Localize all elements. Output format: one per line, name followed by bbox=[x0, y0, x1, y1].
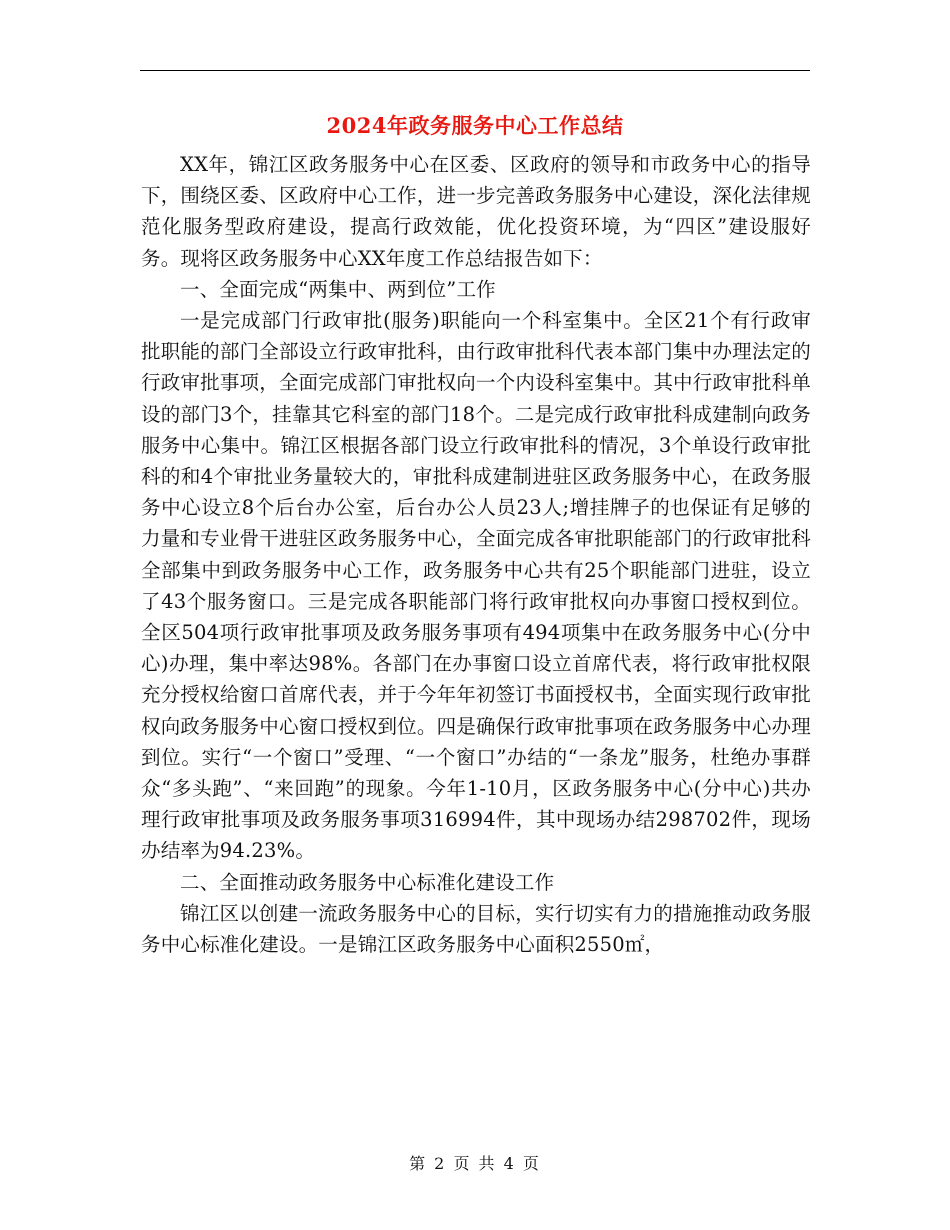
section-heading-1: 一、全面完成“两集中、两到位”工作 bbox=[180, 277, 496, 301]
paragraph-section-1: 一是完成部门行政审批(服务)职能向一个科室集中。全区21个有行政审批职能的部门全部设立行政审批科，由行政审批科代表本部门集中办理法定的行政审批事项，全面完成部门审批权向一个内设科室集中。其中行政审批科单设的部门3个，挂靠其它科室的部门18个。二是完成行政审批科成建制向政务服务中心集中。锦江区根据各部门设立行政审批科的情况，3个单设行政审批科的和4个审批业务量较大的，审批科成建制进驻区政务服务中心，在政务服务中心设立8个后台办公室，后台办公人员23人;增挂牌子的也保证有足够的力量和专业骨干进驻区政务服务中心，全面完成各审批职能部门的行政审批科全部集中到政务服务中心工作，政务服务中心共有25个职能部门进驻，设立了43个服务窗口。三是完成各职能部门将行政审批权向办事窗口授权到位。全区504项行政审批事项及政务服务事项有494项集中在政务服务中心(分中心)办理，集中率达98%。各部门在办事窗口设立首席代表，将行政审批权限充分授权给窗口首席代表，并于今年年初签订书面授权书，全面实现行政审批权向政务服务中心窗口授权到位。四是确保行政审批事项在政务服务中心办理到位。实行“一个窗口”受理、“一个窗口”办结的“一条龙”服务，杜绝办事群众“多头跑”、“来回跑”的现象。今年1-10月，区政务服务中心(分中心)共办理行政审批事项及政务服务事项316994件，其中现场办结298702件，现场办结率为94.23%。 bbox=[141, 309, 811, 863]
paragraph-section-2: 锦江区以创建一流政务服务中心的目标，实行切实有力的措施推动政务服务中心标准化建设。一是锦江区政务服务中心面积2550㎡， bbox=[141, 901, 811, 957]
paragraph-intro: XX年，锦江区政务服务中心在区委、区政府的领导和市政务中心的指导下，围绕区委、区政府中心工作，进一步完善政务服务中心建设，深化法律规范化服务型政府建设，提高行政效能，优化投资环境，为“四区”建设服好务。现将区政务服务中心XX年度工作总结报告如下： bbox=[141, 153, 811, 270]
document-title: 2024年政务服务中心工作总结 bbox=[326, 113, 624, 138]
section-heading-2: 二、全面推动政务服务中心标准化建设工作 bbox=[180, 870, 555, 894]
document-body bbox=[141, 149, 811, 960]
page-number-footer: 第 2 页 共 4 页 bbox=[409, 1154, 541, 1173]
header-rule bbox=[140, 70, 810, 71]
